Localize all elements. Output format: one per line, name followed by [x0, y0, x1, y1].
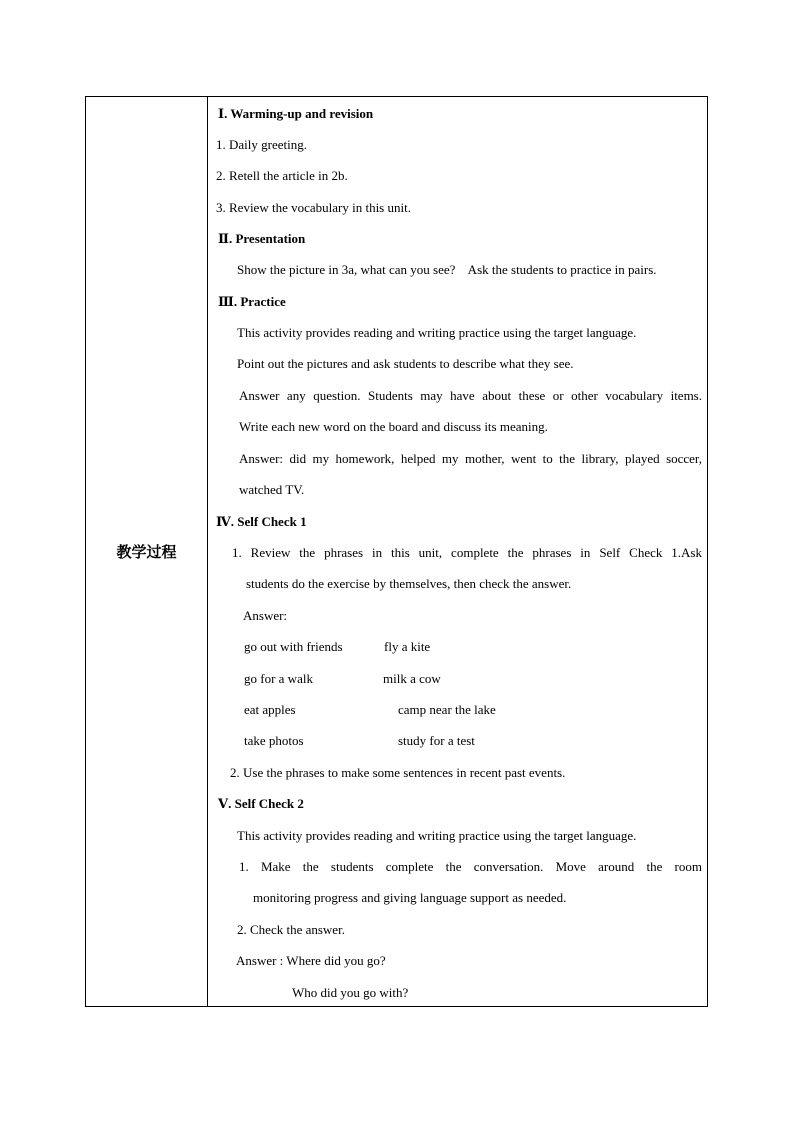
section-heading-selfcheck1: Ⅳ. Self Check 1 [216, 514, 307, 529]
selfcheck2-intro: This activity provides reading and writing practice using the target language. [237, 828, 637, 843]
row-label-cell [86, 97, 207, 1006]
lesson-table [85, 96, 708, 1007]
selfcheck2-answer-2: Who did you go with? [292, 985, 409, 1000]
practice-line-5: Answer: did my homework, helped my mother, went to the library, played soccer, [239, 451, 702, 466]
selfcheck2-item1-line2: monitoring progress and giving language support as needed. [253, 890, 567, 905]
phrase-left-2: go for a walk [244, 671, 313, 686]
practice-line-3: Answer any question. Students may have about these or other vocabulary items. [239, 388, 702, 403]
section-heading-warmup: Ⅰ. Warming-up and revision [218, 106, 374, 121]
phrase-left-3: eat apples [244, 702, 296, 717]
warmup-item-2: 2. Retell the article in 2b. [216, 168, 348, 183]
phrase-right-2: milk a cow [383, 671, 441, 686]
row-label: 教学过程 [116, 543, 177, 561]
content-cell [208, 97, 708, 1006]
phrase-right-4: study for a test [398, 733, 475, 748]
selfcheck1-item1-line2: students do the exercise by themselves, then check the answer. [246, 576, 572, 591]
phrase-left-1: go out with friends [244, 639, 343, 654]
warmup-item-1: 1. Daily greeting. [216, 137, 307, 152]
selfcheck1-item1-line1: 1. Review the phrases in this unit, complete the phrases in Self Check 1.Ask [232, 545, 702, 560]
warmup-item-3: 3. Review the vocabulary in this unit. [216, 200, 411, 215]
selfcheck1-answer-label: Answer: [243, 608, 288, 623]
selfcheck2-answer-1: Answer : Where did you go? [236, 953, 386, 968]
selfcheck2-item2: 2. Check the answer. [237, 922, 345, 937]
selfcheck1-item2: 2. Use the phrases to make some sentences in recent past events. [230, 765, 566, 780]
phrase-left-4: take photos [244, 733, 304, 748]
selfcheck2-item1-line1: 1. Make the students complete the conversation. Move around the room [239, 859, 702, 874]
practice-line-6: watched TV. [239, 482, 305, 497]
practice-line-1: This activity provides reading and writing practice using the target language. [237, 325, 637, 340]
presentation-text: Show the picture in 3a, what can you see? Ask the students to practice in pairs. [237, 262, 657, 277]
practice-line-4: Write each new word on the board and discuss its meaning. [239, 419, 548, 434]
practice-line-2: Point out the pictures and ask students to describe what they see. [237, 356, 574, 371]
section-heading-presentation: Ⅱ. Presentation [218, 231, 306, 246]
section-heading-practice: Ⅲ. Practice [218, 294, 286, 309]
phrase-right-1: fly a kite [384, 639, 431, 654]
phrase-right-3: camp near the lake [398, 702, 496, 717]
section-heading-selfcheck2: Ⅴ. Self Check 2 [218, 796, 304, 811]
